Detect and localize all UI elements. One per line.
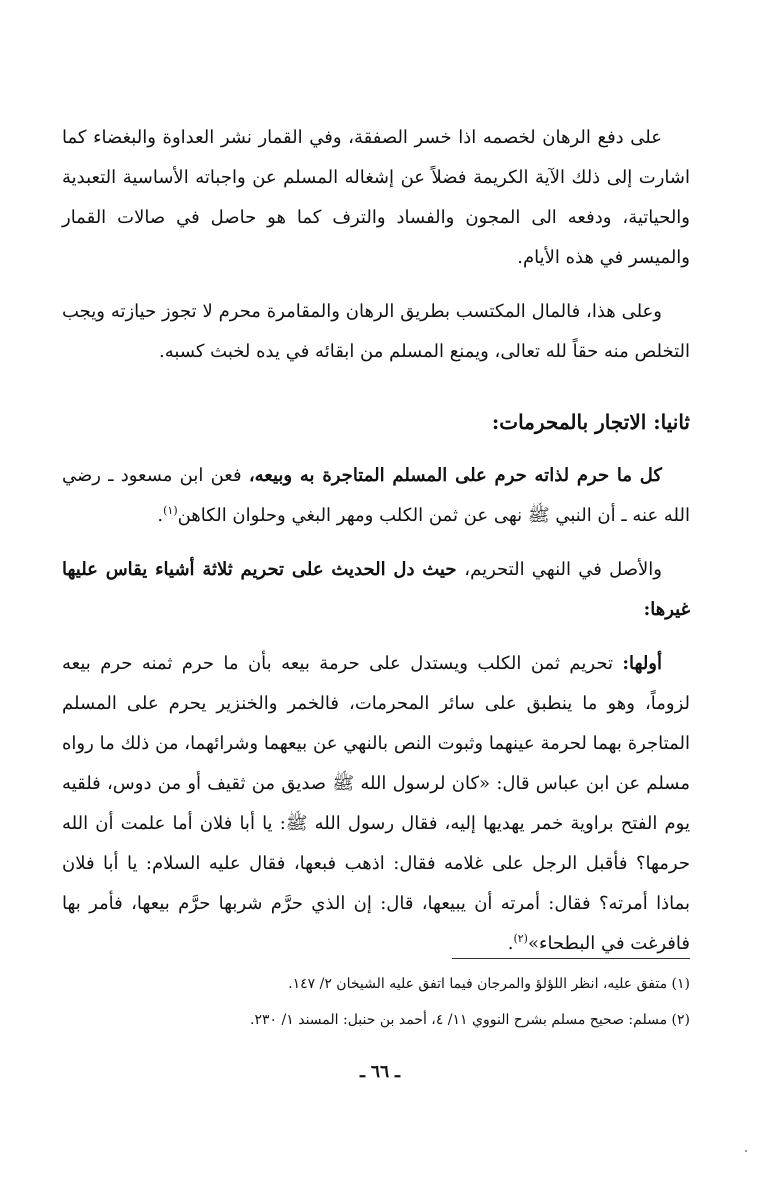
paragraph-gambling: على دفع الرهان لخصمه اذا خسر الصفقة، وفي القمار نشر العداوة والبغضاء كما اشارت إلى ذلك الآية الكريمة فضلاً عن إشغاله المسلم عن واجباته الأساسية التعبدية والحياتية، ودفعه الى المجون والفساد والترف كما هو حاصل في صالات القمار والميسر في هذه الأيام. [62, 127, 690, 268]
paragraph-prohibition-bold: حيث دل الحديث على تحريم ثلاثة أشياء يقاس عليها غيرها: [62, 559, 690, 620]
paragraph-prohibition-principle [62, 550, 690, 630]
paragraph-first-item [62, 644, 690, 964]
paragraph-forbidden-trade-text: فعن ابن مسعود ـ رضي الله عنه ـ أن النبي ﷺ نهى عن ثمن الكلب ومهر البغي وحلوان الكاهن [62, 465, 690, 526]
paragraph-forbidden-trade [62, 456, 690, 536]
footnote-divider [452, 958, 690, 959]
footnote-1: (١) متفق عليه، انظر اللؤلؤ والمرجان فيما اتفق عليه الشيخان ٢/ ١٤٧. [288, 976, 690, 992]
scan-speck [745, 1150, 747, 1152]
footnote-2: (٢) مسلم: صحيح مسلم بشرح النووي ١١/ ٤، أحمد بن حنبل: المسند ١/ ٢٣٠. [250, 1012, 690, 1028]
footnote-ref-2: (٢) [513, 932, 528, 945]
paragraph-first-item-bold: أولها: [622, 653, 662, 674]
footnote-ref-1: (١) [163, 504, 178, 517]
paragraph-gambling-money: وعلى هذا، فالمال المكتسب بطريق الرهان والمقامرة محرم لا تجوز حيازته ويجب التخلص منه حقاً لله تعالى، ويمنع المسلم من ابقائه في يده لخبث كسبه. [62, 301, 690, 362]
footnotes [62, 966, 690, 1038]
page-body [62, 118, 690, 964]
paragraph-first-item-end: . [507, 933, 514, 954]
paragraph-prohibition-lead: والأصل في النهي التحريم، [464, 559, 662, 580]
paragraph-forbidden-trade-bold: كل ما حرم لذاته حرم على المسلم المتاجرة به وبيعه، [248, 465, 662, 486]
section-heading: ثانيا: الاتجار بالمحرمات: [491, 410, 690, 434]
paragraph-first-item-text: تحريم ثمن الكلب ويستدل على حرمة بيعه بأن ما حرم ثمنه حرم بيعه لزوماً، وهو ما ينطبق على سائر المحرمات، فالخمر والخنزير يحرم على المسلم المتاجرة بهما لحرمة عينهما وثبوت النص بالنهي عن بيعهما وشرائهما، من ذلك ما رواه مسلم عن ابن عباس قال: «كان لرسول الله ﷺ صديق من ثقيف أو من دوس، فلقيه يوم الفتح براوية خمر يهديها إليه، فقال رسول الله ﷺ: يا أبا فلان أما علمت أن الله حرمها؟ فأقبل الرجل على غلامه فقال: اذهب فبعها، فقال عليه السلام: يا أبا فلان بماذا أمرته؟ فقال: أمرته أن يبيعها، قال: إن الذي حرَّم شربها حرَّم بيعها، فأمر بها فافرغت في البطحاء» [62, 653, 690, 954]
page-number: ـ ٦٦ ـ [359, 1062, 401, 1082]
paragraph-forbidden-trade-end: . [157, 505, 164, 526]
